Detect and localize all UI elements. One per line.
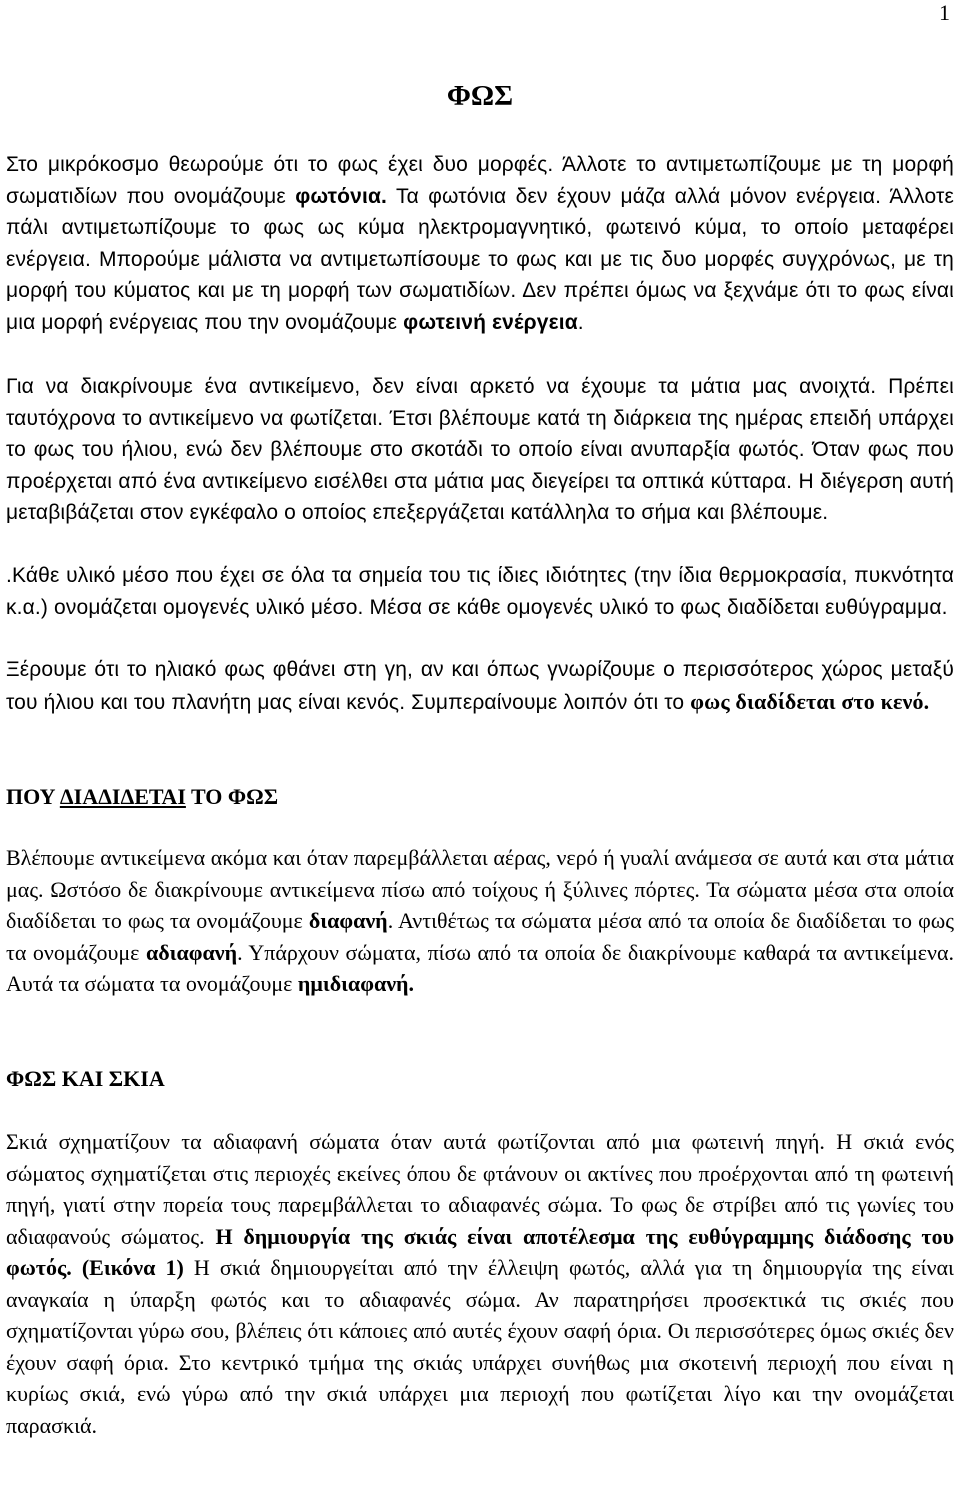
sunlight-paragraph (6, 654, 954, 718)
seeing-paragraph: Για να διακρίνουμε ένα αντικείμενο, δεν είναι αρκετό να έχουμε τα μάτια μας ανοιχτά. Πρέπει ταυτόχρονα το αντικείμενο να φωτίζεται. Έτσι βλέπουμε κατά τη διάρκεια της ημέρας επειδή υπάρχει το φως του ήλιου, ενώ δεν βλέπουμε στο σκοτάδι το οποίο είναι ανυπαρξία φωτός. Όταν φως που προέρχεται από ένα αντικείμενο εισέλθει στα μάτια μας διεγείρει τα οπτικά κύτταρα. Η διέγερση αυτή μεταβιβάζεται στον εγκέφαλο ο οποίος επεξεργάζεται κατάλληλα το σήμα και βλέπουμε. (6, 375, 954, 524)
section-heading-propagation (6, 782, 278, 812)
shadow-text-2: Η σκιά δημιουργείται από την έλλειψη φωτός, αλλά για τη δημιουργία της είναι αναγκαία η ύπαρξη φωτός και το αδιαφανές σώμα. Αν παρατηρήσει προσεκτικά τις σκιές που σχηματίζονται γύρω σου, βλέπεις ότι κάποιες από αυτές έχουν σαφή όρια. Οι περισσότερες όμως σκιές δεν έχουν σαφή όρια. Στο κεντρικό τμήμα της σκιάς υπάρχει συνήθως μια σκοτεινή περιοχή που είναι η κυρίως σκιά, ενώ γύρω από την σκιά υπάρχει μια περιοχή που φωτίζεται λίγο και την ονομάζεται παρασκιά. (6, 1255, 954, 1438)
intro-text-1: Στο μικρόκοσμο θεωρούμε ότι το φως έχει δυο μορφές. Άλλοτε το αντιμετωπίζουμε με τη μορφή σωματιδίων που ονομάζουμε (6, 153, 954, 208)
heading-suffix: ΤΟ ΦΩΣ (185, 784, 279, 809)
shadow-principle: Η δημιουργία της σκιάς είναι αποτέλεσμα της ευθύγραμμης διάδοσης του φωτός. (Εικόνα 1) (6, 1223, 954, 1280)
intro-text-2: Τα φωτόνια δεν έχουν μάζα αλλά μόνον ενέργεια. Άλλοτε πάλι αντιμετωπίζουμε το φως ως κύμα ηλεκτρομαγνητικό, φωτεινό κύμα, το οποίο μεταφέρει ενέργεια. Μπορούμε μάλιστα να αντιμετωπίσουμε το φως και με τις δυο μορφές συγχρόνως, με τη μορφή του κύματος και με τη μορφή των σωματιδίων. Δεν πρέπει όμως να ξεχνάμε ότι το φως είναι μια μορφή ενέργειας που την ονομάζουμε (6, 184, 954, 334)
transparency-text-3: . Υπάρχουν σώματα, πίσω από τα οποία δε διακρίνουμε καθαρά τα αντικείμενα. Αυτά τα σώματα τα ονομάζουμε (6, 939, 954, 996)
transparency-text-1: Βλέπουμε αντικείμενα ακόμα και όταν παρεμβάλλεται αέρας, νερό ή γυαλί ανάμεσα σε αυτά και στα μάτια μας. Ωστόσο δε διακρίνουμε αντικείμενα πίσω από τοίχους ή ξύλινες πόρτες. Τα σώματα μέσα στα οποία διαδίδεται το φως τα ονομάζουμε (6, 845, 954, 933)
photons-term: φωτόνια. (295, 184, 388, 208)
opaque-term: αδιαφανή (145, 939, 238, 965)
page-title: ΦΩΣ (446, 80, 514, 112)
section-heading-shadow: ΦΩΣ ΚΑΙ ΣΚΙΑ (6, 1066, 165, 1091)
translucent-term: ημιδιαφανή. (297, 971, 415, 996)
page-number: 1 (939, 0, 950, 25)
sunlight-text: Ξέρουμε ότι το ηλιακό φως φθάνει στη γη, αν και όπως γνωρίζουμε ο περισσότερος χώρος μεταξύ του ήλιου και του πλανήτη μας είναι κενός. Συμπεραίνουμε λοιπόν ότι το (6, 658, 954, 714)
homogeneous-medium-paragraph: .Κάθε υλικό μέσο που έχει σε όλα τα σημεία του τις ίδιες ιδιότητες (την ίδια θερμοκρασία, πυκνότητα κ.α.) ονομάζεται ομογενές υλικό μέσο. Μέσα σε κάθε ομογενές υλικό το φως διαδίδεται ευθύγραμμα. (6, 564, 954, 619)
intro-text-3: . (577, 310, 584, 334)
heading-prefix: ΠΟΥ (6, 784, 60, 809)
intro-paragraph (6, 149, 954, 338)
vacuum-statement: φως διαδίδεται στο κενό. (690, 688, 930, 714)
transparency-paragraph (6, 842, 954, 1000)
shadow-paragraph (6, 1126, 954, 1441)
transparent-term: διαφανή (308, 908, 388, 933)
transparency-text-2: . Αντιθέτως τα σώματα μέσα από τα οποία δε διαδίδεται το φως τα ονομάζουμε (6, 908, 954, 965)
shadow-text-1: Σκιά σχηματίζουν τα αδιαφανή σώματα όταν αυτά φωτίζονται από μια φωτεινή πηγή. Η σκιά ενός σώματος σχηματίζεται στις περιοχές εκείνες όπου δε φτάνουν οι ακτίνες που προέρχονται από τη φωτεινή πηγή, γιατί στην πορεία τους παρεμβάλλεται το αδιαφανές σώμα. Το φως δε στρίβει από τις γωνίες του αδιαφανούς σώματος. (6, 1129, 954, 1249)
heading-underlined: ΔΙΑΔΙΔΕΤΑΙ (59, 784, 186, 809)
light-energy-term: φωτεινή ενέργεια (403, 310, 578, 334)
